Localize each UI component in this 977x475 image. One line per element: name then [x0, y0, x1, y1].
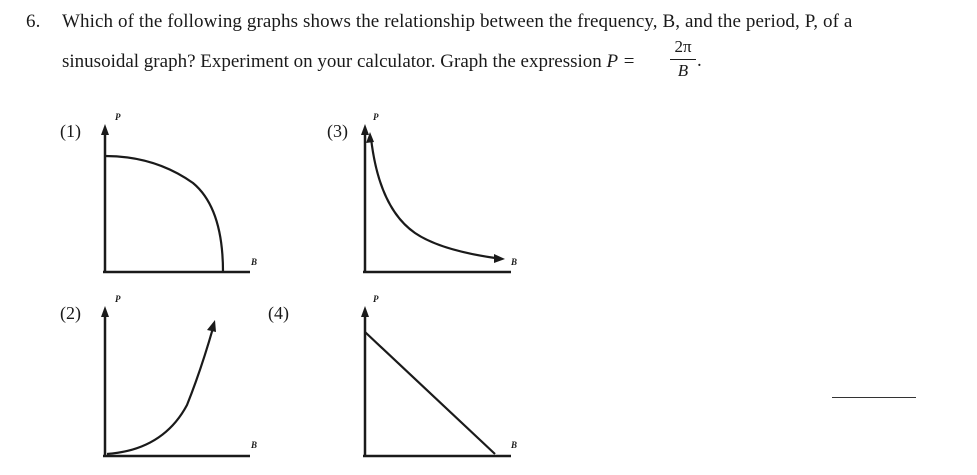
y-axis-label: P: [115, 294, 121, 304]
expression-lhs: P =: [606, 51, 636, 72]
x-axis-label: B: [511, 440, 518, 450]
curve-arrow-right: [494, 254, 505, 263]
y-axis-arrow: [101, 124, 109, 135]
y-axis-arrow: [361, 306, 369, 317]
fraction-denominator: B: [677, 61, 689, 80]
curve: [105, 156, 223, 272]
fraction-numerator: 2π: [674, 37, 692, 56]
y-axis-arrow: [361, 124, 369, 135]
y-axis-label: P: [373, 294, 379, 304]
expression-end-punct: .: [697, 50, 702, 71]
choice-1-label[interactable]: (1): [60, 121, 81, 141]
choice-4-label[interactable]: (4): [268, 303, 289, 323]
graph-choice-3[interactable]: [355, 108, 530, 278]
graph-choice-1[interactable]: [95, 108, 265, 278]
line: [365, 332, 495, 454]
choice-2-label[interactable]: (2): [60, 303, 81, 323]
y-axis-label: P: [115, 112, 121, 122]
choice-3-label[interactable]: (3): [327, 121, 348, 141]
curve-arrow: [207, 320, 216, 332]
question-number: 6.: [26, 11, 41, 32]
curve: [107, 328, 213, 454]
question-text-line-2: sinusoidal graph? Experiment on your calculator. Graph the expression: [62, 51, 607, 72]
x-axis-label: B: [511, 257, 518, 267]
fraction-bar: [670, 59, 696, 60]
y-axis-label: P: [373, 112, 379, 122]
y-axis-arrow: [101, 306, 109, 317]
x-axis-label: B: [251, 440, 258, 450]
question-line-1: [26, 11, 956, 33]
graph-choice-4[interactable]: [355, 290, 530, 465]
curve: [371, 138, 495, 258]
expression-fraction: [670, 36, 696, 81]
answer-blank[interactable]: [832, 397, 916, 398]
question-text-line-1: Which of the following graphs shows the relationship between the frequency, B, and the period, P, of a: [62, 11, 853, 32]
x-axis-label: B: [251, 257, 258, 267]
graph-choice-2[interactable]: [95, 290, 265, 465]
question-line-2: [62, 51, 635, 73]
